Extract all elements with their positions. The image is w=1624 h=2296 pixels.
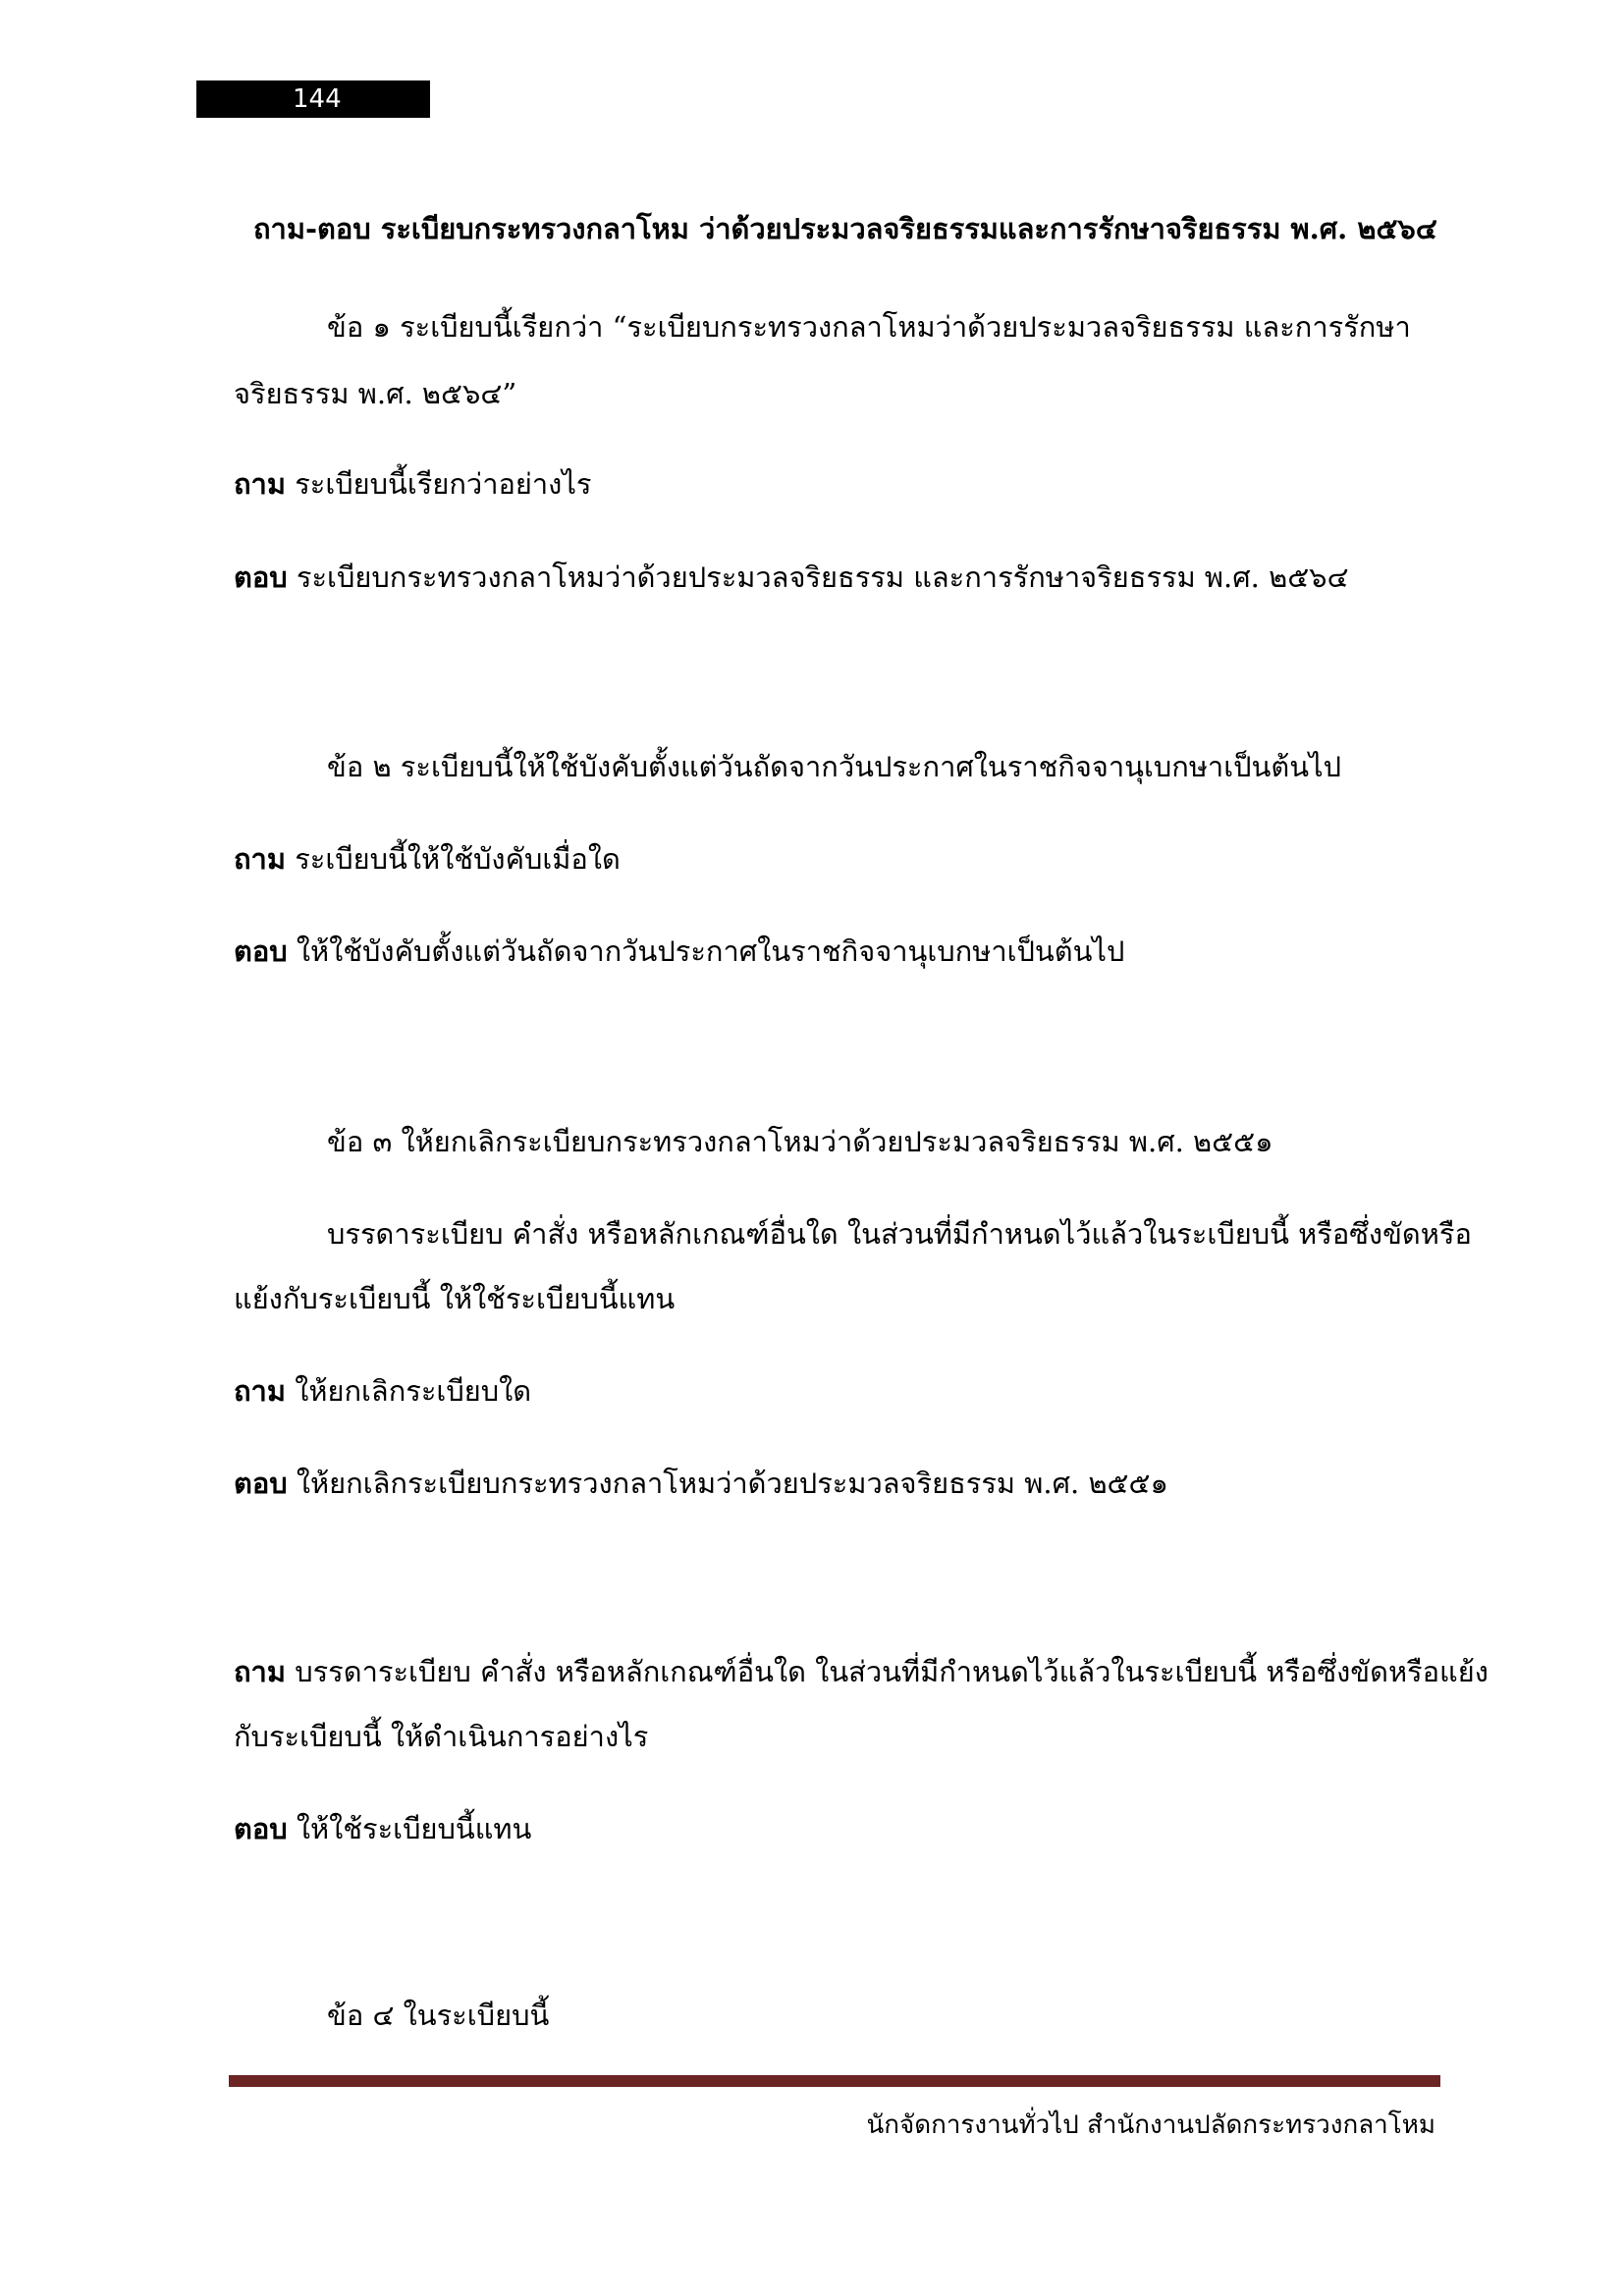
question-1 <box>234 461 592 507</box>
question-4-line-2: กับระเบียบนี้ ให้ดำเนินการอย่างไร <box>234 1720 649 1753</box>
clause-1-line-1: ข้อ ๑ ระเบียบนี้เรียกว่า “ระเบียบกระทรวงกลาโหมว่าด้วยประมวลจริยธรรม และการรักษา <box>327 310 1411 344</box>
answer-2 <box>234 929 1124 974</box>
clause-3: ข้อ ๓ ให้ยกเลิกระเบียบกระทรวงกลาโหมว่าด้วยประมวลจริยธรรม พ.ศ. ๒๕๕๑ <box>327 1125 1273 1158</box>
question-label: ถาม <box>234 467 286 501</box>
clause-4: ข้อ ๔ ในระเบียบนี้ <box>327 1999 550 2032</box>
question-text: ระเบียบนี้ให้ใช้บังคับเมื่อใด <box>295 842 621 876</box>
question-label: ถาม <box>234 1374 286 1408</box>
question-text: บรรดาระเบียบ คำสั่ง หรือหลักเกณฑ์อื่นใด ในส่วนที่มีกำหนดไว้แล้วในระเบียบนี้ หรือซึ่งขัดหรือแย้ง <box>295 1655 1489 1688</box>
footer-text: นักจัดการงานทั่วไป สำนักงานปลัดกระทรวงกลาโหม <box>866 2110 1435 2140</box>
clause-2: ข้อ ๒ ระเบียบนี้ให้ใช้บังคับตั้งแต่วันถัดจากวันประกาศในราชกิจจานุเบกษาเป็นต้นไป <box>327 750 1342 783</box>
answer-3 <box>234 1461 1168 1506</box>
question-text: ระเบียบนี้เรียกว่าอย่างไร <box>295 467 592 501</box>
clause-3-paragraph-line-2: แย้งกับระเบียบนี้ ให้ใช้ระเบียบนี้แทน <box>234 1282 676 1315</box>
answer-text: ระเบียบกระทรวงกลาโหมว่าด้วยประมวลจริยธรรม และการรักษาจริยธรรม พ.ศ. ๒๕๖๔ <box>296 561 1349 594</box>
question-label: ถาม <box>234 842 286 876</box>
answer-text: ให้ยกเลิกระเบียบกระทรวงกลาโหมว่าด้วยประมวลจริยธรรม พ.ศ. ๒๕๕๑ <box>296 1467 1168 1500</box>
footer-divider <box>229 2075 1440 2087</box>
question-text: ให้ยกเลิกระเบียบใด <box>295 1374 532 1408</box>
answer-label: ตอบ <box>234 1812 288 1845</box>
question-label: ถาม <box>234 1655 286 1688</box>
answer-label: ตอบ <box>234 934 288 968</box>
question-3 <box>234 1368 531 1414</box>
question-4-line-1 <box>234 1649 1489 1694</box>
document-title: ถาม-ตอบ ระเบียบกระทรวงกลาโหม ว่าด้วยประมวลจริยธรรมและการรักษาจริยธรรม พ.ศ. ๒๕๖๔ <box>253 212 1437 245</box>
answer-4 <box>234 1806 531 1851</box>
question-2 <box>234 836 621 881</box>
clause-3-paragraph-line-1: บรรดาระเบียบ คำสั่ง หรือหลักเกณฑ์อื่นใด ในส่วนที่มีกำหนดไว้แล้วในระเบียบนี้ หรือซึ่งขัดหรือ <box>327 1217 1472 1251</box>
page-number: 144 <box>196 80 430 118</box>
clause-1-line-2: จริยธรรม พ.ศ. ๒๕๖๔” <box>234 377 517 410</box>
answer-text: ให้ใช้บังคับตั้งแต่วันถัดจากวันประกาศในราชกิจจานุเบกษาเป็นต้นไป <box>296 934 1125 968</box>
answer-1 <box>234 555 1349 600</box>
answer-text: ให้ใช้ระเบียบนี้แทน <box>296 1812 532 1845</box>
answer-label: ตอบ <box>234 1467 288 1500</box>
answer-label: ตอบ <box>234 561 288 594</box>
